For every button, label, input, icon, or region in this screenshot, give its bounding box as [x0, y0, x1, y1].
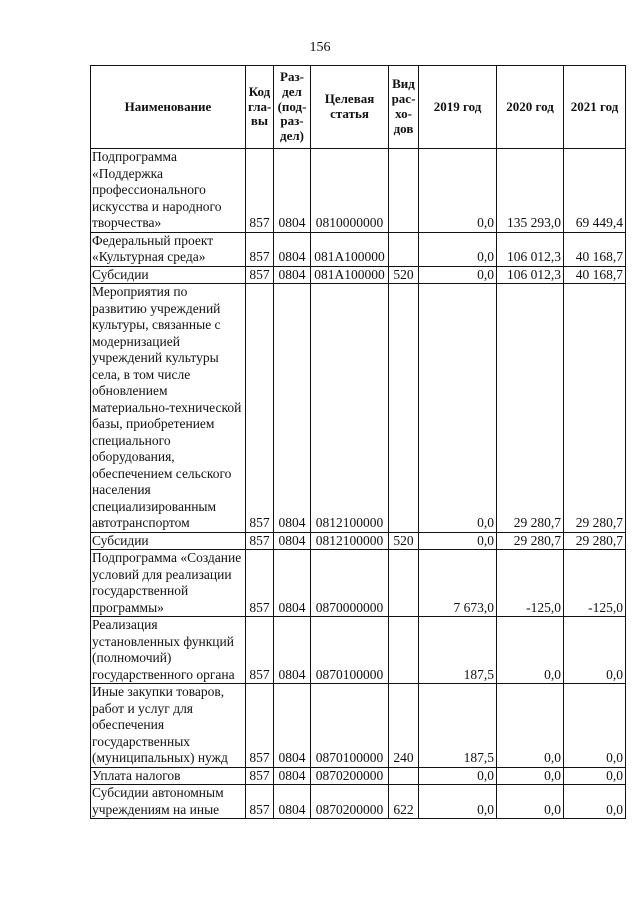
cell-2019: 0,0 — [419, 284, 497, 533]
cell-target: 0870000000 — [311, 550, 389, 617]
cell-expense-type: 240 — [389, 684, 419, 768]
cell-name: Субсидии автономным учреждениям на иные — [91, 785, 246, 819]
cell-target: 0870200000 — [311, 767, 389, 785]
cell-2019: 0,0 — [419, 767, 497, 785]
cell-section: 0804 — [274, 266, 311, 284]
table-row — [91, 550, 626, 617]
cell-expense-type — [389, 149, 419, 233]
table-header-row — [91, 66, 626, 149]
cell-section: 0804 — [274, 785, 311, 819]
cell-2020: 29 280,7 — [497, 532, 564, 550]
cell-code: 857 — [246, 617, 274, 684]
cell-2021: 29 280,7 — [564, 284, 626, 533]
cell-target: 081A100000 — [311, 266, 389, 284]
cell-2020: 0,0 — [497, 767, 564, 785]
cell-expense-type — [389, 232, 419, 266]
cell-code: 857 — [246, 785, 274, 819]
budget-table — [90, 65, 626, 819]
cell-2020: 0,0 — [497, 617, 564, 684]
table-row — [91, 767, 626, 785]
table-row — [91, 617, 626, 684]
cell-name: Федеральный проект «Культурная среда» — [91, 232, 246, 266]
cell-2020: -125,0 — [497, 550, 564, 617]
cell-name: Субсидии — [91, 532, 246, 550]
header-2019: 2019 год — [419, 66, 497, 149]
cell-name: Субсидии — [91, 266, 246, 284]
table-row — [91, 232, 626, 266]
cell-name: Реализация установленных функций (полномочий) государственного органа — [91, 617, 246, 684]
cell-2019: 0,0 — [419, 532, 497, 550]
cell-2021: 40 168,7 — [564, 232, 626, 266]
cell-section: 0804 — [274, 617, 311, 684]
table-row — [91, 266, 626, 284]
cell-2021: 0,0 — [564, 684, 626, 768]
cell-code: 857 — [246, 532, 274, 550]
cell-target: 081A100000 — [311, 232, 389, 266]
cell-target: 0812100000 — [311, 532, 389, 550]
table-row — [91, 532, 626, 550]
cell-target: 0870100000 — [311, 684, 389, 768]
cell-2019: 0,0 — [419, 232, 497, 266]
cell-code: 857 — [246, 767, 274, 785]
table-body — [91, 149, 626, 819]
cell-2021: 0,0 — [564, 767, 626, 785]
header-code: Код гла-вы — [246, 66, 274, 149]
cell-expense-type — [389, 550, 419, 617]
cell-section: 0804 — [274, 684, 311, 768]
cell-2020: 106 012,3 — [497, 266, 564, 284]
cell-2019: 187,5 — [419, 617, 497, 684]
cell-2020: 0,0 — [497, 785, 564, 819]
header-2020: 2020 год — [497, 66, 564, 149]
header-2021: 2021 год — [564, 66, 626, 149]
cell-2020: 106 012,3 — [497, 232, 564, 266]
table-row — [91, 284, 626, 533]
cell-section: 0804 — [274, 767, 311, 785]
cell-expense-type: 520 — [389, 532, 419, 550]
cell-2021: 69 449,4 — [564, 149, 626, 233]
cell-expense-type — [389, 284, 419, 533]
cell-2021: 0,0 — [564, 785, 626, 819]
cell-2020: 0,0 — [497, 684, 564, 768]
table-row — [91, 149, 626, 233]
cell-name: Подпрограмма «Поддержка профессионального искусства и народного творчества» — [91, 149, 246, 233]
cell-target: 0870200000 — [311, 785, 389, 819]
cell-2021: -125,0 — [564, 550, 626, 617]
header-name: Наименование — [91, 66, 246, 149]
cell-2021: 29 280,7 — [564, 532, 626, 550]
cell-section: 0804 — [274, 532, 311, 550]
table-row — [91, 785, 626, 819]
cell-name: Уплата налогов — [91, 767, 246, 785]
page-number: 156 — [309, 40, 331, 55]
cell-2019: 0,0 — [419, 785, 497, 819]
header-target: Целевая статья — [311, 66, 389, 149]
cell-2020: 29 280,7 — [497, 284, 564, 533]
cell-expense-type: 622 — [389, 785, 419, 819]
cell-2019: 0,0 — [419, 266, 497, 284]
cell-2019: 187,5 — [419, 684, 497, 768]
cell-section: 0804 — [274, 284, 311, 533]
cell-code: 857 — [246, 232, 274, 266]
cell-2019: 7 673,0 — [419, 550, 497, 617]
cell-expense-type — [389, 617, 419, 684]
cell-section: 0804 — [274, 232, 311, 266]
cell-2021: 40 168,7 — [564, 266, 626, 284]
cell-2020: 135 293,0 — [497, 149, 564, 233]
cell-expense-type — [389, 767, 419, 785]
cell-code: 857 — [246, 684, 274, 768]
cell-code: 857 — [246, 550, 274, 617]
cell-name: Иные закупки товаров, работ и услуг для обеспечения государственных (муниципальных) нужд — [91, 684, 246, 768]
cell-code: 857 — [246, 149, 274, 233]
header-expense-type: Вид рас-хо-дов — [389, 66, 419, 149]
cell-section: 0804 — [274, 550, 311, 617]
cell-code: 857 — [246, 284, 274, 533]
cell-target: 0870100000 — [311, 617, 389, 684]
cell-name: Подпрограмма «Создание условий для реализации государственной программы» — [91, 550, 246, 617]
cell-code: 857 — [246, 266, 274, 284]
cell-2019: 0,0 — [419, 149, 497, 233]
cell-target: 0810000000 — [311, 149, 389, 233]
table-row — [91, 684, 626, 768]
cell-2021: 0,0 — [564, 617, 626, 684]
cell-name: Мероприятия по развитию учреждений культуры, связанные с модернизацией учреждений культуры села, в том числе обновлением материально-технической базы, приобретением специального оборудования, обеспечением сельского населения специализированным автотранспортом — [91, 284, 246, 533]
cell-target: 0812100000 — [311, 284, 389, 533]
cell-expense-type: 520 — [389, 266, 419, 284]
cell-section: 0804 — [274, 149, 311, 233]
header-section: Раз-дел (под-раз-дел) — [274, 66, 311, 149]
